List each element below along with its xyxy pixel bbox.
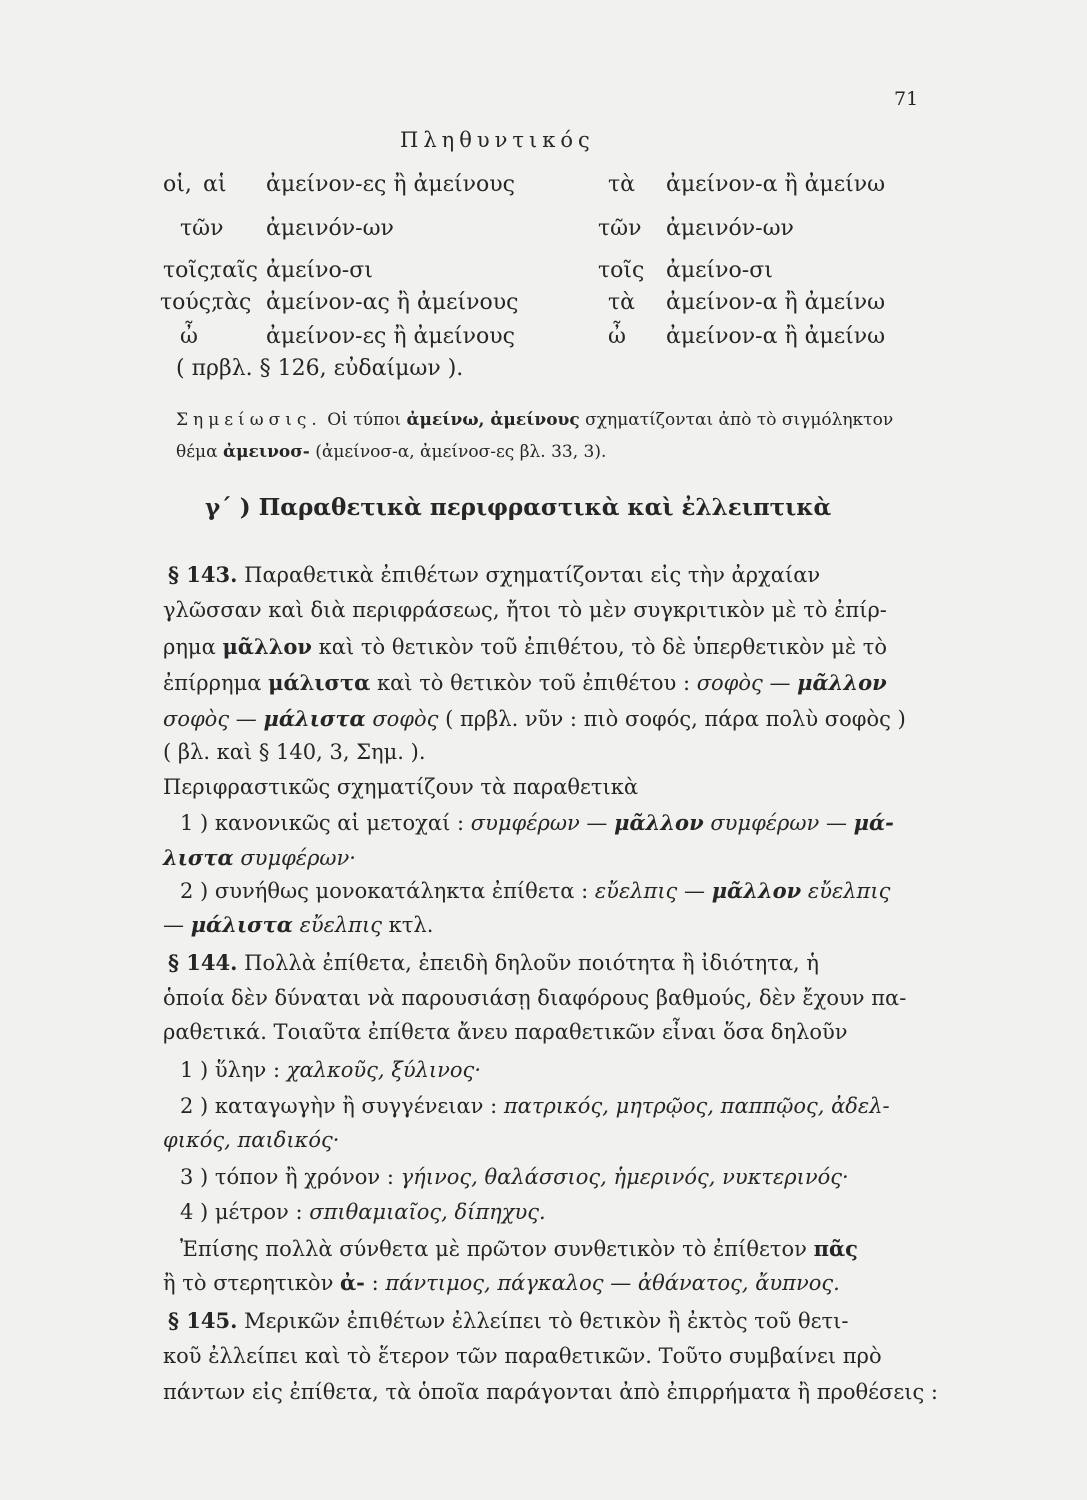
- text-line: [163, 706, 906, 731]
- text-line: [163, 775, 638, 799]
- article-masc: τούς,: [160, 290, 219, 315]
- text-run: μάλιστα: [268, 670, 371, 695]
- text-run: κτλ.: [381, 913, 434, 937]
- article-masc: τοῖς,: [163, 258, 217, 283]
- plural-heading: Πληθυντικός: [400, 128, 595, 152]
- note-label: Σημείωσις.: [176, 410, 322, 430]
- text-run: μᾶλλον: [614, 810, 704, 835]
- text-run: —: [819, 811, 854, 835]
- note-text: σχηματίζονται ἀπὸ τὸ σιγμόληκτον θέμα: [176, 410, 894, 462]
- text-run: 2 ) καταγωγὴν ἢ συγγένειαν :: [180, 1094, 504, 1118]
- text-run: —: [603, 1271, 638, 1295]
- text-line: [163, 986, 906, 1010]
- page-number: 71: [894, 88, 919, 110]
- text-run: κοῦ ἐλλείπει καὶ τὸ ἕτερον τῶν παραθετικῶν. Τοῦτο συμβαίνει πρὸ: [163, 1344, 882, 1368]
- article-neut: τὰ: [608, 290, 636, 315]
- text-run: —: [762, 671, 798, 695]
- text-run: γλῶσσαν καὶ διὰ περιφράσεως, ἤτοι τὸ μὲν συγκριτικὸν μὲ τὸ ἐπίρ-: [163, 598, 887, 622]
- text-run: —: [677, 879, 712, 903]
- text-run: σοφὸς: [365, 707, 439, 731]
- text-run: :: [364, 1271, 386, 1295]
- text-run: συμφέρων·: [233, 846, 356, 870]
- form-neut: ἀμείνον-α ἢ ἀμείνω: [666, 324, 886, 349]
- text-run: 3 ) τόπον ἢ χρόνον :: [180, 1165, 401, 1189]
- note-text: (ἀμείνοσ-α, ἀμείνοσ-ες βλ. 33, 3).: [309, 442, 607, 462]
- article-fem: αἱ: [203, 172, 227, 197]
- text-run: καὶ τὸ θετικὸν τοῦ ἐπιθέτου, τὸ δὲ ὑπερθετικὸν μὲ τὸ: [312, 635, 888, 659]
- text-line: [163, 1270, 840, 1295]
- text-run: 4 ) μέτρον :: [180, 1200, 310, 1224]
- article-neut: ὦ: [608, 324, 626, 349]
- text-run: μάλιστα: [190, 912, 293, 937]
- text-run: μᾶλλον: [711, 878, 802, 903]
- form-masc-fem: ἀμείνον-ες ἢ ἀμείνους: [266, 324, 515, 349]
- text-line: [163, 1380, 938, 1404]
- compare-reference: ( πρβλ. § 126, εὐδαίμων ).: [176, 356, 464, 381]
- text-run: λιστα: [163, 845, 234, 870]
- text-run: χαλκοῦς, ξύλινος·: [286, 1058, 481, 1082]
- article-neut: τοῖς: [598, 258, 645, 283]
- text-line: [168, 562, 820, 587]
- text-line: [180, 1200, 546, 1224]
- section-title: γ΄ ) Παραθετικὰ περιφραστικὰ καὶ ἐλλειπτικὰ: [205, 494, 832, 521]
- text-line: [163, 1128, 339, 1152]
- text-line: [168, 1308, 848, 1333]
- text-run: Παραθετικὰ ἐπιθέτων σχηματίζονται εἰς τὴν ἀρχαίαν: [237, 563, 821, 587]
- text-run: εὔελπις: [594, 879, 678, 903]
- text-run: ἢ τὸ στερητικὸν: [163, 1271, 341, 1295]
- text-run: σπιθαμιαῖος, δίπηχυς.: [309, 1200, 546, 1224]
- note-bold-forms: ἀμείνω, ἀμείνους: [406, 410, 580, 430]
- text-run: 2 ) συνήθως μονοκατάληκτα ἐπίθετα :: [180, 879, 595, 903]
- text-line: [180, 1236, 858, 1261]
- text-run: γήινος, θαλάσσιος, ἡμερινός, νυκτερινός·: [400, 1165, 849, 1189]
- text-run: πάντων εἰς ἐπίθετα, τὰ ὁποῖα παράγονται ἀπὸ ἐπιρρήματα ἢ προθέσεις :: [163, 1380, 939, 1404]
- text-run: ραθετικά. Τοιαῦτα ἐπίθετα ἄνευ παραθετικῶν εἶναι ὅσα δηλοῦν: [163, 1020, 848, 1044]
- text-line: [163, 740, 426, 764]
- text-line: [180, 810, 894, 835]
- text-line: [163, 1344, 882, 1368]
- note-paragraph: [176, 404, 921, 468]
- text-run: μά-: [853, 810, 894, 835]
- text-run: μᾶλλον: [797, 670, 887, 695]
- form-neut: ἀμεινόν-ων: [666, 216, 794, 241]
- text-run: συμφέρων: [470, 811, 580, 835]
- text-run: πάντιμος, πάγκαλος: [385, 1271, 604, 1295]
- text-run: καὶ τὸ θετικὸν τοῦ ἐπιθέτου :: [370, 671, 697, 695]
- article-neut: τὰ: [608, 172, 636, 197]
- text-run: ( βλ. καὶ § 140, 3, Σημ. ).: [163, 740, 426, 764]
- text-line: [163, 634, 887, 659]
- article-masc: οἱ,: [163, 172, 192, 197]
- article-masc: ὦ: [180, 324, 198, 349]
- note-bold-stem: ἀμεινοσ-: [222, 442, 310, 462]
- text-run: 1 ) ὕλην :: [180, 1058, 287, 1082]
- form-masc-fem: ἀμείνον-ες ἢ ἀμείνους: [266, 172, 515, 197]
- article-fem: τὰς: [212, 290, 252, 315]
- text-run: Μερικῶν ἐπιθέτων ἐλλείπει τὸ θετικὸν ἢ ἐκτὸς τοῦ θετι-: [237, 1309, 849, 1333]
- section-number: § 144.: [168, 950, 238, 975]
- article-neut: τῶν: [598, 216, 642, 241]
- form-neut: ἀμείνον-α ἢ ἀμείνω: [666, 172, 886, 197]
- text-run: ὁποία δὲν δύναται νὰ παρουσιάσῃ διαφόρους βαθμούς, δὲν ἔχουν πα-: [163, 986, 907, 1010]
- text-line: [163, 598, 887, 622]
- article-fem: ταῖς: [210, 258, 258, 283]
- text-line: [180, 878, 890, 903]
- note-text: Οἱ τύποι: [321, 410, 407, 430]
- text-run: Ἐπίσης πολλὰ σύνθετα μὲ πρῶτον συνθετικὸν τὸ ἐπίθετον: [180, 1237, 814, 1261]
- form-neut: ἀμείνο-σι: [666, 258, 773, 283]
- text-line: [163, 670, 887, 695]
- text-run: Περιφραστικῶς σχηματίζουν τὰ παραθετικὰ: [163, 775, 639, 799]
- text-run: ρημα: [163, 635, 223, 659]
- text-line: [180, 1165, 849, 1189]
- text-run: Πολλὰ ἐπίθετα, ἐπειδὴ δηλοῦν ποιότητα ἢ ἰδιότητα, ἡ: [237, 951, 819, 975]
- text-run: εὔελπις: [292, 913, 382, 937]
- form-neut: ἀμείνον-α ἢ ἀμείνω: [666, 290, 886, 315]
- text-run: εὔελπις: [801, 879, 891, 903]
- text-run: —: [229, 707, 264, 731]
- section-number: § 143.: [168, 562, 238, 587]
- text-line: [163, 845, 356, 870]
- form-masc-fem: ἀμείνο-σι: [266, 258, 373, 283]
- text-line: [163, 912, 433, 937]
- form-masc-fem: ἀμείνον-ας ἢ ἀμείνους: [266, 290, 519, 315]
- section-number: § 145.: [168, 1308, 238, 1333]
- text-run: σοφὸς: [163, 707, 230, 731]
- text-run: μάλιστα: [263, 706, 366, 731]
- text-line: [168, 950, 819, 975]
- form-masc-fem: ἀμεινόν-ων: [266, 216, 394, 241]
- text-run: μᾶλλον: [222, 634, 312, 659]
- text-run: —: [163, 913, 191, 937]
- text-run: 1 ) κανονικῶς αἱ μετοχαί :: [180, 811, 471, 835]
- text-run: ἀ-: [340, 1270, 365, 1295]
- text-run: —: [579, 811, 615, 835]
- text-line: [180, 1094, 890, 1118]
- text-line: [180, 1058, 481, 1082]
- text-run: ἐπίρρημα: [163, 671, 269, 695]
- text-run: ἀθάνατος, ἄυπνος.: [637, 1271, 840, 1295]
- text-run: πᾶς: [813, 1236, 858, 1261]
- text-run: φικός, παιδικός·: [163, 1128, 340, 1152]
- text-run: ( πρβλ. νῦν : πιὸ σοφός, πάρα πολὺ σοφὸς ): [438, 707, 906, 731]
- text-run: συμφέρων: [703, 811, 820, 835]
- article-masc: τῶν: [180, 216, 224, 241]
- text-run: πατρικός, μητρῷος, παππῷος, ἀδελ-: [503, 1094, 890, 1118]
- text-run: σοφὸς: [696, 671, 763, 695]
- text-line: [163, 1020, 848, 1044]
